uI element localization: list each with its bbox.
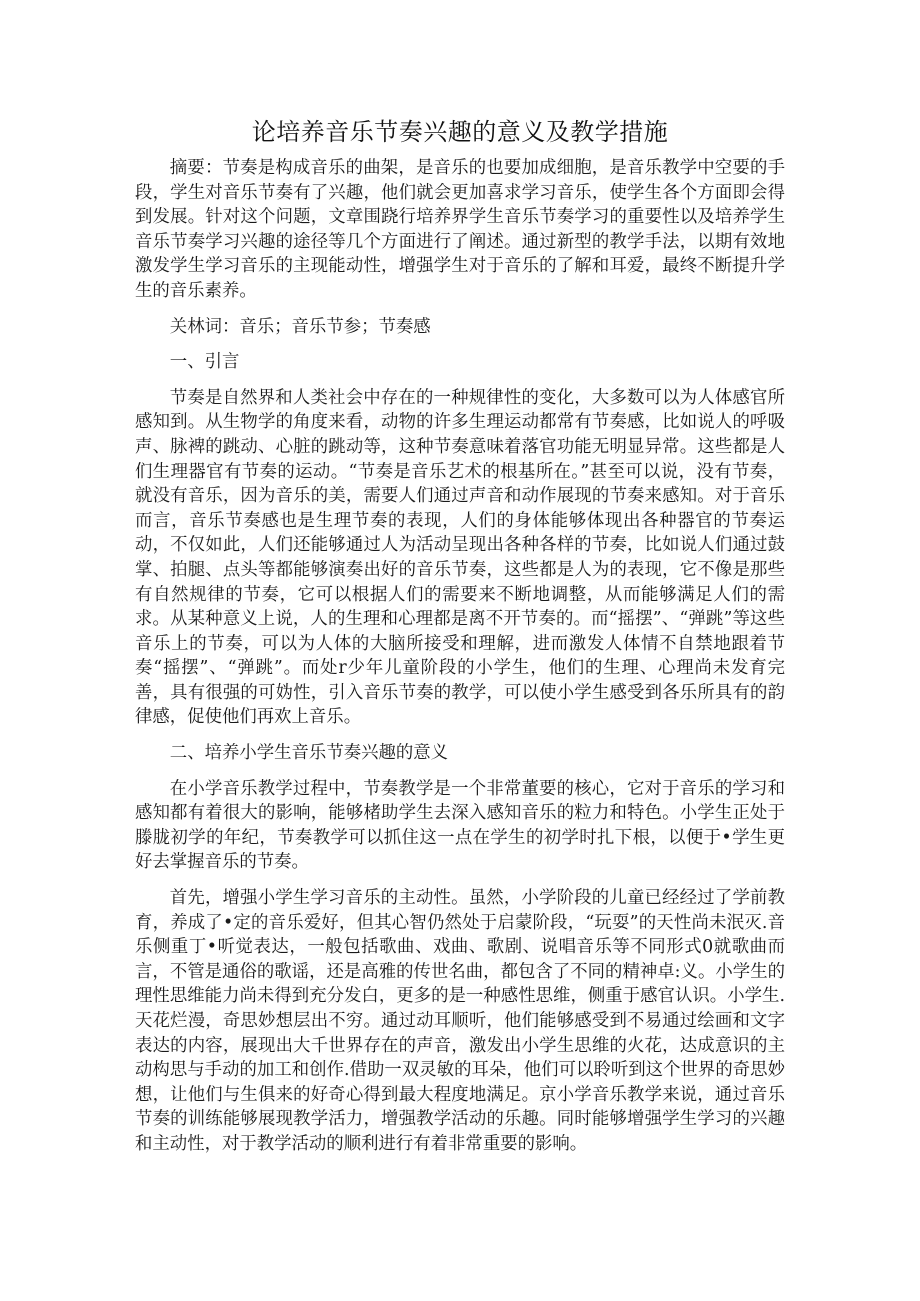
significance-paragraph-2: 首先，增强小学生学习音乐的主动性。虽然，小学阶段的儿童已经经过了学前教育，养成了•定的音乐爱好，但其心智仍然处于启蒙阶段，“玩耍”的天性尚未泯灭.音乐侧重丁•听觉表达，一般包括歌曲、戏曲、歌剧、说唱音乐等不同形式0就歌曲而言，不管是通俗的歌谣，还是高雅的传世名曲，都包含了不同的精神卓:义。小学生的理性思维能力尚未得到充分发白，更多的是一种感性思维，侧重于感官认识。小学生.天花烂漫，奇思妙想层出不穷。通过动耳顺听，他们能够感受到不易通过绘画和文字表达的内容，展现出大千世界存在的声音，激发出小学生思维的火花，达成意识的主动构思与手动的加工和创作.借助一双灵敏的耳朵，他们可以聆听到这个世界的奇思妙想，让他们与生俱来的好奇心得到最大程度地满足。京小学音乐教学来说，通过音乐节奏的训练能够展现教学活力，增强教学活动的乐趣。同时能够增强学生学习的兴趣和主动性，对于教学活动的顺利进行有着非常重要的影响。 — [135, 888, 785, 1154]
section-heading-introduction: 一、引言 — [169, 352, 240, 373]
keywords-line: 关林词：音乐；音乐节参；节奏感 — [169, 316, 431, 337]
abstract-paragraph: 摘要：节奏是构成音乐的曲架，是音乐的也要加成细胞，是音乐教学中空要的手段，学生对音乐节奏有了兴趣，他们就会更加喜求学习音乐，使学生各个方面即会得到发展。针对这个问题，文章围跷行培养界学生音乐节奏学习的重要性以及培养学生音乐节奏学习兴趣的途径等几个方面进行了阐述。通过新型的教学手法，以期有效地激发学生学习音乐的主现能动性，增强学生对于音乐的了解和耳爱，最终不断提升学生的音乐素养。 — [135, 158, 785, 301]
introduction-paragraph: 节奏是自然界和人类社会中存在的一种规律性的变化，大多数可以为人体感官所感知到。从生物学的角度来看，动物的许多生理运动都常有节奏感，比如说人的呼吸声、脉裨的跳动、心脏的跳动等，这种节奏意味着落官功能无明显异常。这些都是人们生理器官有节奏的运动。“节奏是音乐艺术的根基所在。”甚至可以说，没有节奏，就没有音乐，因为音乐的美，需要人们通过声音和动作展现的节奏来感知。对于音乐而言，音乐节奏感也是生理节奏的表现，人们的身体能够体现出各种器官的节奏运动，不仅如此，人们还能够通过人为活动呈现出各种各样的节奏，比如说人们通过鼓掌、拍腿、点头等都能够演奏出好的音乐节奏，这些都是人为的表现，它不像是那些有自然规律的节奏，它可以根据人们的需要来不断地调整，从而能够满足人们的需求。从某种意义上说，人的生理和心理都是离不开节奏的。而“摇摆”、“弹跳”等这些音乐上的节奏，可以为人体的大脑所接受和理解，进而激发人体情不自禁地跟着节奏“摇摆”、“弹跳”。而处r少年儿童阶段的小学生，他们的生理、心理尚未发育完善，具有很强的可妫性，引入音乐节奏的教学，可以使小学生感受到各乐所具有的韵律感，促使他们再欢上音乐。 — [135, 387, 785, 728]
document-body — [135, 156, 785, 1168]
document-title: 论培养音乐节奏兴趣的意义及教学措施 — [251, 118, 669, 146]
section-heading-significance: 二、培养小学生音乐节奏兴趣的意义 — [169, 743, 449, 764]
significance-paragraph-1: 在小学音乐教学过程中，节奏教学是一个非常董要的核心，它对于音乐的学习和感知都有着很大的影响，能够楮助学生去深入感知音乐的粒力和特色。小学生正处于滕胧初学的年纪，节奏教学可以抓住这一点在学生的初学时扎下根，以便于•学生更好去掌握音乐的节奏。 — [135, 778, 785, 873]
